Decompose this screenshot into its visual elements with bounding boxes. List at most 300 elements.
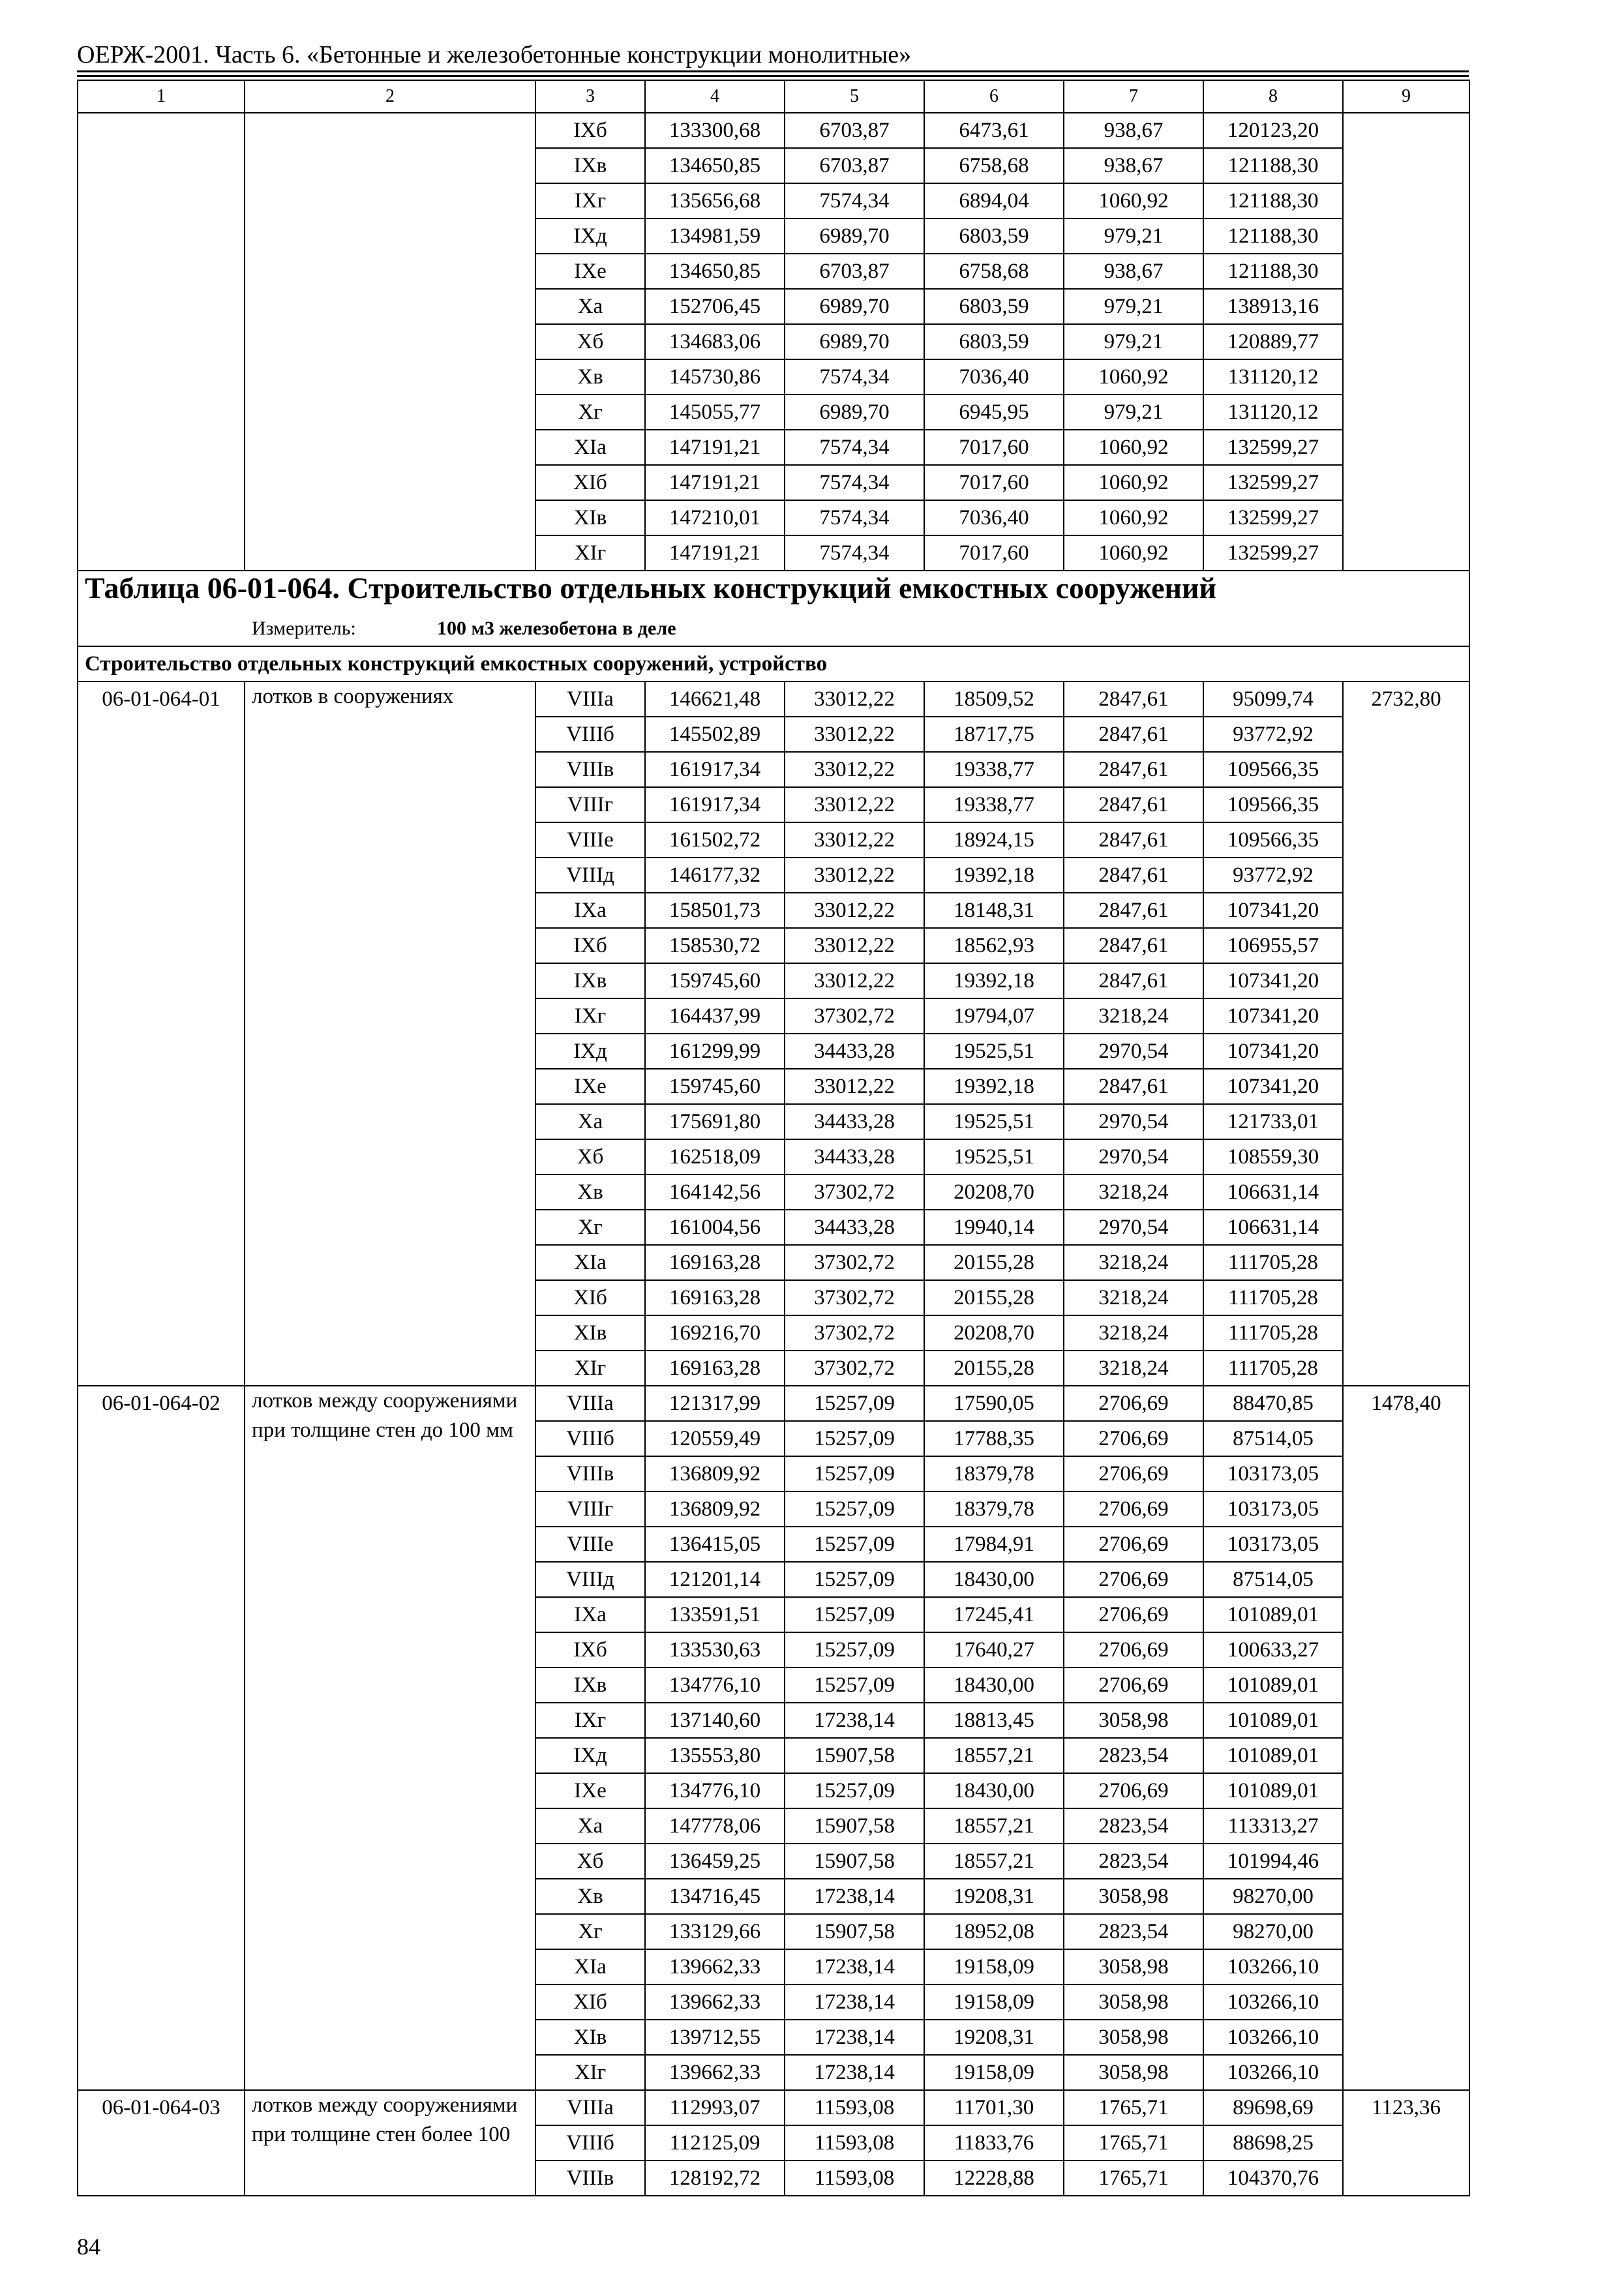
value-cell: 132599,27 [1203,500,1343,535]
value-cell: 15257,09 [785,1527,924,1562]
value-cell: 2823,54 [1064,1844,1203,1879]
value-cell: VIIIг [535,1491,645,1527]
value-cell: 3058,98 [1064,2055,1203,2090]
value-cell: 98270,00 [1203,1914,1343,1949]
value-cell: 6803,59 [924,324,1064,359]
value-cell: 37302,72 [785,1351,924,1386]
table-title-row [78,571,1469,646]
value-cell: 103173,05 [1203,1456,1343,1491]
value-cell: 37302,72 [785,998,924,1034]
value-cell: 18557,21 [924,1808,1064,1844]
value-cell: 19525,51 [924,1034,1064,1069]
value-cell: 19525,51 [924,1139,1064,1174]
value-cell: 7017,60 [924,430,1064,465]
value-cell: 17238,14 [785,1949,924,1984]
value-cell: ХIг [535,535,645,571]
value-cell: 19338,77 [924,752,1064,787]
value-cell: IХд [535,218,645,254]
value-cell: 2706,69 [1064,1773,1203,1808]
code-cell: 06-01-064-03 [78,2090,245,2196]
value-cell: 33012,22 [785,752,924,787]
value-cell: 6473,61 [924,113,1064,148]
value-cell: 11593,08 [785,2125,924,2161]
value-cell: 18813,45 [924,1703,1064,1738]
measure-label: Измеритель: [252,618,356,639]
value-cell: 15257,09 [785,1491,924,1527]
value-cell: 147210,01 [645,500,785,535]
value-cell: 103266,10 [1203,1984,1343,2020]
value-cell: 93772,92 [1203,717,1343,752]
value-cell: IХб [535,928,645,963]
value-cell: 7036,40 [924,500,1064,535]
value-cell: 88470,85 [1203,1386,1343,1421]
value-cell: 2970,54 [1064,1034,1203,1069]
name-cell [245,113,535,571]
value-cell: IХе [535,254,645,289]
value-cell: 121317,99 [645,1386,785,1421]
value-cell: ХIг [535,2055,645,2090]
value-cell: 161502,72 [645,822,785,858]
value-cell: VIIIа [535,2090,645,2125]
value-cell: 147191,21 [645,465,785,500]
value-cell: 136809,92 [645,1456,785,1491]
table-row [78,2090,1469,2125]
table-row [78,681,1469,717]
value-cell: 19392,18 [924,1069,1064,1104]
value-cell: 15257,09 [785,1421,924,1456]
value-cell: 103266,10 [1203,2020,1343,2055]
value-cell: IХг [535,998,645,1034]
value-cell: 147191,21 [645,430,785,465]
value-cell: 2706,69 [1064,1562,1203,1597]
value-cell: 89698,69 [1203,2090,1343,2125]
value-cell: 15257,09 [785,1668,924,1703]
value-cell: 139712,55 [645,2020,785,2055]
value-cell: 109566,35 [1203,822,1343,858]
value-cell: 120123,20 [1203,113,1343,148]
value-cell: 103266,10 [1203,1949,1343,1984]
value-cell: 7036,40 [924,359,1064,395]
value-cell: 7017,60 [924,535,1064,571]
value-cell: 108559,30 [1203,1139,1343,1174]
value-cell: 2847,61 [1064,822,1203,858]
col9-cell: 1123,36 [1343,2090,1469,2196]
value-cell: 2823,54 [1064,1808,1203,1844]
header-rule-bottom [77,75,1469,77]
value-cell: 2847,61 [1064,858,1203,893]
value-cell: IХе [535,1773,645,1808]
value-cell: 33012,22 [785,928,924,963]
value-cell: 19208,31 [924,2020,1064,2055]
value-cell: 101089,01 [1203,1597,1343,1632]
value-cell: 11701,30 [924,2090,1064,2125]
value-cell: 17238,14 [785,1984,924,2020]
value-cell: 6803,59 [924,218,1064,254]
column-number: 8 [1203,80,1343,113]
value-cell: 134650,85 [645,254,785,289]
value-cell: 169163,28 [645,1280,785,1315]
value-cell: 101089,01 [1203,1668,1343,1703]
value-cell: IХб [535,1632,645,1668]
value-cell: 37302,72 [785,1174,924,1210]
value-cell: 6703,87 [785,254,924,289]
column-number: 1 [78,80,245,113]
value-cell: VIIIд [535,1562,645,1597]
value-cell: 2847,61 [1064,681,1203,717]
value-cell: IХг [535,183,645,218]
value-cell: 37302,72 [785,1245,924,1280]
value-cell: 2847,61 [1064,717,1203,752]
value-cell: 147778,06 [645,1808,785,1844]
value-cell: 33012,22 [785,893,924,928]
value-cell: 2823,54 [1064,1738,1203,1773]
value-cell: Хг [535,395,645,430]
value-cell: 2823,54 [1064,1914,1203,1949]
value-cell: 2847,61 [1064,787,1203,822]
value-cell: 2970,54 [1064,1104,1203,1139]
value-cell: 106631,14 [1203,1210,1343,1245]
value-cell: VIIIа [535,681,645,717]
value-cell: 101089,01 [1203,1738,1343,1773]
value-cell: 1060,92 [1064,500,1203,535]
value-cell: 2847,61 [1064,752,1203,787]
value-cell: 121188,30 [1203,148,1343,183]
value-cell: 101089,01 [1203,1703,1343,1738]
value-cell: 112993,07 [645,2090,785,2125]
value-cell: ХIв [535,500,645,535]
value-cell: 34433,28 [785,1034,924,1069]
value-cell: 1060,92 [1064,183,1203,218]
value-cell: 107341,20 [1203,1069,1343,1104]
column-number: 7 [1064,80,1203,113]
value-cell: 938,67 [1064,148,1203,183]
value-cell: Хв [535,1174,645,1210]
value-cell: 104370,76 [1203,2161,1343,2196]
value-cell: VIIIв [535,752,645,787]
value-cell: 6803,59 [924,289,1064,324]
value-cell: 18430,00 [924,1668,1064,1703]
value-cell: 109566,35 [1203,787,1343,822]
value-cell: 19208,31 [924,1879,1064,1914]
value-cell: 15257,09 [785,1597,924,1632]
value-cell: 15257,09 [785,1386,924,1421]
value-cell: 18562,93 [924,928,1064,963]
table-title: Таблица 06-01-064. Строительство отдельных конструкций емкостных сооружений [85,571,1217,605]
value-cell: 158530,72 [645,928,785,963]
value-cell: 152706,45 [645,289,785,324]
value-cell: 18430,00 [924,1773,1064,1808]
price-table [77,80,1470,2196]
value-cell: 18509,52 [924,681,1064,717]
value-cell: 134650,85 [645,148,785,183]
value-cell: Хг [535,1210,645,1245]
value-cell: ХIа [535,1245,645,1280]
value-cell: 159745,60 [645,1069,785,1104]
value-cell: 158501,73 [645,893,785,928]
value-cell: 133300,68 [645,113,785,148]
value-cell: 103173,05 [1203,1491,1343,1527]
value-cell: 12228,88 [924,2161,1064,2196]
value-cell: VIIIв [535,2161,645,2196]
value-cell: 103173,05 [1203,1527,1343,1562]
value-cell: 107341,20 [1203,998,1343,1034]
value-cell: 3218,24 [1064,1280,1203,1315]
value-cell: 1060,92 [1064,359,1203,395]
measure-line [85,612,1462,646]
value-cell: VIIIг [535,787,645,822]
value-cell: 15907,58 [785,1808,924,1844]
value-cell: 161917,34 [645,752,785,787]
header-rule-top [77,70,1469,72]
value-cell: IХа [535,893,645,928]
value-cell: 2706,69 [1064,1386,1203,1421]
value-cell: Хв [535,359,645,395]
value-cell: IХв [535,1668,645,1703]
value-cell: 18379,78 [924,1456,1064,1491]
value-cell: ХIб [535,1984,645,2020]
value-cell: 20208,70 [924,1315,1064,1351]
value-cell: 145055,77 [645,395,785,430]
value-cell: 138913,16 [1203,289,1343,324]
value-cell: 6989,70 [785,395,924,430]
value-cell: 132599,27 [1203,465,1343,500]
value-cell: 134776,10 [645,1668,785,1703]
value-cell: 3218,24 [1064,1174,1203,1210]
value-cell: 3058,98 [1064,1984,1203,2020]
value-cell: 34433,28 [785,1210,924,1245]
value-cell: 19794,07 [924,998,1064,1034]
value-cell: 101994,46 [1203,1844,1343,1879]
value-cell: 139662,33 [645,2055,785,2090]
value-cell: 3058,98 [1064,2020,1203,2055]
value-cell: 2706,69 [1064,1527,1203,1562]
value-cell: 18557,21 [924,1738,1064,1773]
value-cell: 7574,34 [785,430,924,465]
value-cell: 2847,61 [1064,1069,1203,1104]
value-cell: 2970,54 [1064,1139,1203,1174]
value-cell: 6703,87 [785,148,924,183]
page-number: 84 [77,2234,100,2260]
value-cell: 15257,09 [785,1456,924,1491]
value-cell: 18924,15 [924,822,1064,858]
value-cell: 6894,04 [924,183,1064,218]
value-cell: 1765,71 [1064,2161,1203,2196]
value-cell: ХIв [535,1315,645,1351]
value-cell: 106631,14 [1203,1174,1343,1210]
measure-value: 100 м3 железобетона в деле [437,618,676,639]
value-cell: 3218,24 [1064,1351,1203,1386]
value-cell: 2847,61 [1064,963,1203,998]
value-cell: 139662,33 [645,1984,785,2020]
value-cell: 18717,75 [924,717,1064,752]
value-cell: 33012,22 [785,822,924,858]
value-cell: 164142,56 [645,1174,785,1210]
value-cell: 1060,92 [1064,535,1203,571]
value-cell: 87514,05 [1203,1562,1343,1597]
value-cell: 15907,58 [785,1914,924,1949]
table-row [78,113,1469,148]
value-cell: 139662,33 [645,1949,785,1984]
value-cell: 19392,18 [924,963,1064,998]
value-cell: IХе [535,1069,645,1104]
value-cell: Хб [535,1139,645,1174]
value-cell: 17590,05 [924,1386,1064,1421]
value-cell: 161004,56 [645,1210,785,1245]
value-cell: 37302,72 [785,1280,924,1315]
value-cell: 137140,60 [645,1703,785,1738]
value-cell: 6758,68 [924,148,1064,183]
value-cell: 134716,45 [645,1879,785,1914]
value-cell: 19158,09 [924,1984,1064,2020]
value-cell: 136809,92 [645,1491,785,1527]
value-cell: 95099,74 [1203,681,1343,717]
value-cell: 169163,28 [645,1351,785,1386]
value-cell: 7574,34 [785,183,924,218]
value-cell: 109566,35 [1203,752,1343,787]
value-cell: 17238,14 [785,1703,924,1738]
value-cell: 19392,18 [924,858,1064,893]
value-cell: Хб [535,1844,645,1879]
value-cell: 979,21 [1064,289,1203,324]
value-cell: 135656,68 [645,183,785,218]
value-cell: IХд [535,1034,645,1069]
value-cell: Ха [535,1104,645,1139]
value-cell: 17245,41 [924,1597,1064,1632]
value-cell: 169163,28 [645,1245,785,1280]
value-cell: 17238,14 [785,2055,924,2090]
value-cell: Хг [535,1914,645,1949]
running-header: ОЕРЖ-2001. Часть 6. «Бетонные и железобетонные конструкции монолитные» [77,41,912,68]
table-title-cell [78,571,1469,646]
value-cell: 33012,22 [785,717,924,752]
value-cell: 979,21 [1064,395,1203,430]
value-cell: 133129,66 [645,1914,785,1949]
value-cell: 18557,21 [924,1844,1064,1879]
value-cell: 15257,09 [785,1632,924,1668]
value-cell: IХг [535,1703,645,1738]
value-cell: 120559,49 [645,1421,785,1456]
value-cell: 164437,99 [645,998,785,1034]
value-cell: VIIIб [535,1421,645,1456]
value-cell: 107341,20 [1203,893,1343,928]
section-heading: Строительство отдельных конструкций емкостных сооружений, устройство [78,646,1469,681]
value-cell: 133591,51 [645,1597,785,1632]
value-cell: IХв [535,963,645,998]
value-cell: ХIа [535,430,645,465]
value-cell: 111705,28 [1203,1245,1343,1280]
value-cell: 11833,76 [924,2125,1064,2161]
value-cell: 175691,80 [645,1104,785,1139]
value-cell: Хв [535,1879,645,1914]
value-cell: 159745,60 [645,963,785,998]
value-cell: 33012,22 [785,963,924,998]
value-cell: 11593,08 [785,2161,924,2196]
value-cell: Ха [535,289,645,324]
value-cell: 33012,22 [785,1069,924,1104]
value-cell: Ха [535,1808,645,1844]
value-cell: 111705,28 [1203,1315,1343,1351]
value-cell: 20155,28 [924,1280,1064,1315]
value-cell: ХIв [535,2020,645,2055]
value-cell: 938,67 [1064,113,1203,148]
value-cell: 145502,89 [645,717,785,752]
value-cell: VIIIе [535,1527,645,1562]
value-cell: 133530,63 [645,1632,785,1668]
value-cell: 19525,51 [924,1104,1064,1139]
value-cell: 19940,14 [924,1210,1064,1245]
value-cell: 17238,14 [785,2020,924,2055]
value-cell: 3218,24 [1064,998,1203,1034]
col9-cell: 2732,80 [1343,681,1469,1386]
value-cell: 136415,05 [645,1527,785,1562]
code-cell: 06-01-064-02 [78,1386,245,2090]
value-cell: 103266,10 [1203,2055,1343,2090]
value-cell: 146177,32 [645,858,785,893]
value-cell: 2706,69 [1064,1456,1203,1491]
value-cell: 131120,12 [1203,359,1343,395]
name-cell: лотков между сооружениями при толщине стен более 100 [245,2090,535,2196]
value-cell: 161299,99 [645,1034,785,1069]
code-cell [78,113,245,571]
value-cell: 938,67 [1064,254,1203,289]
value-cell: 101089,01 [1203,1773,1343,1808]
value-cell: 147191,21 [645,535,785,571]
value-cell: VIIIб [535,2125,645,2161]
value-cell: 20208,70 [924,1174,1064,1210]
value-cell: 979,21 [1064,218,1203,254]
column-number: 3 [535,80,645,113]
value-cell: 135553,80 [645,1738,785,1773]
value-cell: 1060,92 [1064,430,1203,465]
value-cell: VIIIа [535,1386,645,1421]
value-cell: 6989,70 [785,324,924,359]
value-cell: ХIб [535,1280,645,1315]
value-cell: 2970,54 [1064,1210,1203,1245]
value-cell: 169216,70 [645,1315,785,1351]
value-cell: 121188,30 [1203,183,1343,218]
value-cell: 121733,01 [1203,1104,1343,1139]
value-cell: 18148,31 [924,893,1064,928]
value-cell: 3058,98 [1064,1949,1203,1984]
value-cell: 107341,20 [1203,963,1343,998]
value-cell: 19158,09 [924,2055,1064,2090]
col9-cell: 1478,40 [1343,1386,1469,2090]
name-cell: лотков между сооружениями при толщине стен до 100 мм [245,1386,535,2090]
value-cell: 3218,24 [1064,1315,1203,1351]
value-cell: VIIIе [535,822,645,858]
value-cell: ХIг [535,1351,645,1386]
name-cell: лотков в сооружениях [245,681,535,1386]
value-cell: 37302,72 [785,1315,924,1351]
value-cell: 3058,98 [1064,1879,1203,1914]
value-cell: 6989,70 [785,289,924,324]
value-cell: 15257,09 [785,1773,924,1808]
value-cell: IХв [535,148,645,183]
value-cell: 128192,72 [645,2161,785,2196]
value-cell: 15907,58 [785,1844,924,1879]
value-cell: 18430,00 [924,1562,1064,1597]
value-cell: 100633,27 [1203,1632,1343,1668]
value-cell: 3058,98 [1064,1703,1203,1738]
value-cell: 17984,91 [924,1527,1064,1562]
column-number: 4 [645,80,785,113]
value-cell: 17788,35 [924,1421,1064,1456]
value-cell: 113313,27 [1203,1808,1343,1844]
value-cell: 6945,95 [924,395,1064,430]
value-cell: VIIIд [535,858,645,893]
value-cell: ХIа [535,1949,645,1984]
value-cell: 20155,28 [924,1245,1064,1280]
